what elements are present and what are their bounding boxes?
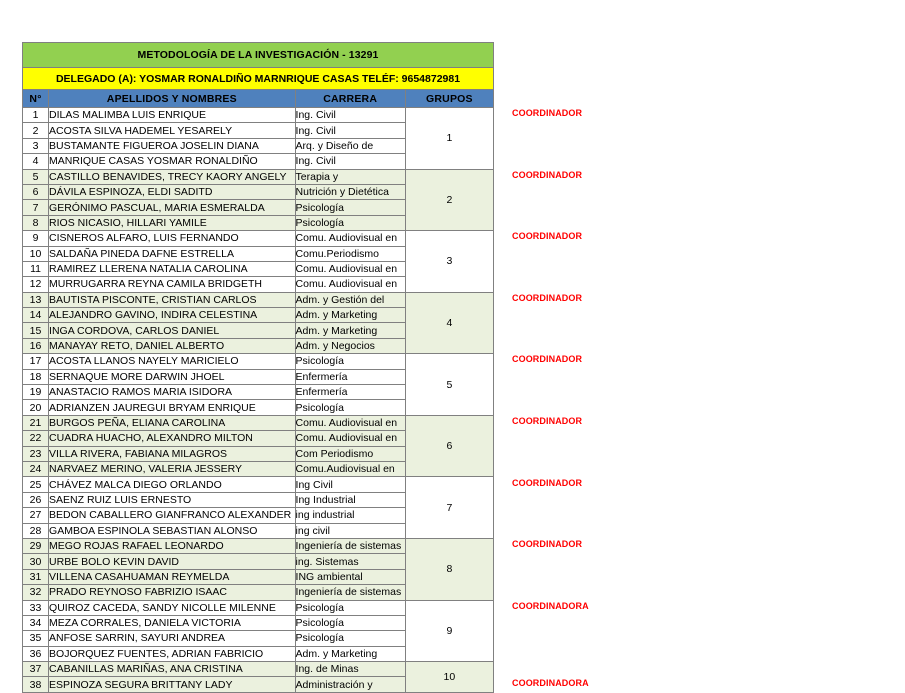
cell-number: 17 [23, 354, 49, 369]
roster-table-wrapper [22, 42, 622, 693]
cell-number: 38 [23, 677, 49, 692]
cell-career: Ingeniería de sistemas [295, 538, 405, 553]
cell-career: Psicología [295, 400, 405, 415]
cell-name: MEGO ROJAS RAFAEL LEONARDO [49, 538, 296, 553]
cell-name: URBE BOLO KEVIN DAVID [49, 554, 296, 569]
cell-number: 26 [23, 492, 49, 507]
cell-name: VILLENA CASAHUAMAN REYMELDA [49, 569, 296, 584]
cell-number: 34 [23, 615, 49, 630]
cell-career: Ing. Civil [295, 123, 405, 138]
cell-name: MANRIQUE CASAS YOSMAR RONALDIÑO [49, 154, 296, 169]
cell-career: Adm. y Marketing [295, 308, 405, 323]
column-header-groups: GRUPOS [405, 90, 493, 108]
cell-number: 36 [23, 646, 49, 661]
cell-group: 2 [405, 169, 493, 231]
cell-group: 4 [405, 292, 493, 354]
cell-number: 32 [23, 585, 49, 600]
cell-career: Psicología [295, 215, 405, 230]
cell-name: DILAS MALIMBA LUIS ENRIQUE [49, 108, 296, 123]
cell-career: Ing. Civil [295, 154, 405, 169]
roster-table [22, 42, 494, 693]
cell-name: CASTILLO BENAVIDES, TRECY KAORY ANGELY [49, 169, 296, 184]
cell-name: MEZA CORRALES, DANIELA VICTORIA [49, 615, 296, 630]
coordinator-note: COORDINADOR [512, 416, 583, 426]
cell-number: 5 [23, 169, 49, 184]
cell-name: DÁVILA ESPINOZA, ELDI SADITD [49, 184, 296, 199]
cell-number: 25 [23, 477, 49, 492]
cell-name: CHÁVEZ MALCA DIEGO ORLANDO [49, 477, 296, 492]
cell-name: MURRUGARRA REYNA CAMILA BRIDGETH [49, 277, 296, 292]
cell-career: Administración y [295, 677, 405, 692]
cell-number: 6 [23, 184, 49, 199]
cell-career: ing industrial [295, 508, 405, 523]
cell-career: Nutrición y Dietética [295, 184, 405, 199]
cell-number: 3 [23, 138, 49, 153]
cell-number: 15 [23, 323, 49, 338]
cell-career: Ing. Civil [295, 108, 405, 123]
cell-name: BURGOS PEÑA, ELIANA CAROLINA [49, 415, 296, 430]
delegate-row: DELEGADO (A): YOSMAR RONALDIÑO MARNRIQUE CASAS TELÉF: 9654872981 [23, 68, 494, 90]
cell-number: 24 [23, 461, 49, 476]
cell-number: 31 [23, 569, 49, 584]
cell-number: 19 [23, 385, 49, 400]
table-row [23, 108, 494, 123]
table-row [23, 292, 494, 307]
cell-number: 2 [23, 123, 49, 138]
cell-name: BUSTAMANTE FIGUEROA JOSELIN DIANA [49, 138, 296, 153]
coordinator-note: COORDINADOR [512, 539, 583, 550]
cell-career: Psicología [295, 354, 405, 369]
cell-number: 37 [23, 662, 49, 677]
cell-career: Ing Industrial [295, 492, 405, 507]
cell-number: 1 [23, 108, 49, 123]
cell-career: Adm. y Gestión del [295, 292, 405, 307]
cell-career: Terapia y [295, 169, 405, 184]
cell-number: 35 [23, 631, 49, 646]
cell-number: 20 [23, 400, 49, 415]
table-row [23, 354, 494, 369]
cell-name: RAMIREZ LLERENA NATALIA CAROLINA [49, 261, 296, 276]
cell-name: QUIROZ CACEDA, SANDY NICOLLE MILENNE [49, 600, 296, 615]
cell-career: Psicología [295, 200, 405, 215]
column-header-number: N° [23, 90, 49, 108]
cell-career: Comu.Periodismo [295, 246, 405, 261]
cell-career: Psicología [295, 631, 405, 646]
cell-name: CABANILLAS MARIÑAS, ANA CRISTINA [49, 662, 296, 677]
cell-name: GERÓNIMO PASCUAL, MARIA ESMERALDA [49, 200, 296, 215]
column-header-names: APELLIDOS Y NOMBRES [49, 90, 296, 108]
cell-name: BOJORQUEZ FUENTES, ADRIAN FABRICIO [49, 646, 296, 661]
document-title: METODOLOGÍA DE LA INVESTIGACIÓN - 13291 [23, 43, 494, 68]
cell-number: 29 [23, 538, 49, 553]
cell-career: Ing. de Minas [295, 662, 405, 677]
cell-name: SALDAÑA PINEDA DAFNE ESTRELLA [49, 246, 296, 261]
cell-career: Psicología [295, 615, 405, 630]
table-row [23, 538, 494, 553]
cell-career: Comu. Audiovisual en [295, 231, 405, 246]
cell-group: 8 [405, 538, 493, 600]
table-row [23, 600, 494, 615]
cell-name: MANAYAY RETO, DANIEL ALBERTO [49, 338, 296, 353]
cell-number: 23 [23, 446, 49, 461]
cell-number: 21 [23, 415, 49, 430]
cell-name: SAENZ RUIZ LUIS ERNESTO [49, 492, 296, 507]
cell-number: 9 [23, 231, 49, 246]
coordinator-note: COORDINADOR [512, 354, 583, 365]
cell-number: 22 [23, 431, 49, 446]
cell-number: 14 [23, 308, 49, 323]
cell-career: Enfermería [295, 385, 405, 400]
cell-name: BEDON CABALLERO GIANFRANCO ALEXANDER [49, 508, 296, 523]
cell-number: 11 [23, 261, 49, 276]
table-row [23, 415, 494, 430]
cell-career: Comu. Audiovisual en [295, 431, 405, 446]
cell-career: ING ambiental [295, 569, 405, 584]
cell-career: Comu.Audiovisual en [295, 461, 405, 476]
table-row [23, 662, 494, 677]
cell-name: NARVAEZ MERINO, VALERIA JESSERY [49, 461, 296, 476]
coordinator-note: COORDINADOR [512, 477, 583, 488]
cell-career: Ingeniería de sistemas [295, 585, 405, 600]
cell-number: 10 [23, 246, 49, 261]
cell-number: 13 [23, 292, 49, 307]
column-header-career: CARRERA [295, 90, 405, 108]
cell-name: CUADRA HUACHO, ALEXANDRO MILTON [49, 431, 296, 446]
cell-name: ESPINOZA SEGURA BRITTANY LADY [49, 677, 296, 692]
coordinator-note: COORDINADOR [512, 108, 583, 118]
cell-name: BAUTISTA PISCONTE, CRISTIAN CARLOS [49, 292, 296, 307]
cell-group: 5 [405, 354, 493, 416]
cell-name: ACOSTA SILVA HADEMEL YESARELY [49, 123, 296, 138]
cell-number: 8 [23, 215, 49, 230]
cell-name: SERNAQUE MORE DARWIN JHOEL [49, 369, 296, 384]
cell-group: 6 [405, 415, 493, 477]
cell-number: 27 [23, 508, 49, 523]
cell-career: ing civil [295, 523, 405, 538]
table-row [23, 477, 494, 492]
cell-career: Comu. Audiovisual en [295, 277, 405, 292]
cell-number: 30 [23, 554, 49, 569]
cell-number: 28 [23, 523, 49, 538]
cell-career: Adm. y Marketing [295, 323, 405, 338]
cell-number: 18 [23, 369, 49, 384]
cell-name: GAMBOA ESPINOLA SEBASTIAN ALONSO [49, 523, 296, 538]
coordinator-note: COORDINADORA [512, 677, 589, 688]
cell-name: INGA CORDOVA, CARLOS DANIEL [49, 323, 296, 338]
coordinator-note: COORDINADORA [512, 600, 589, 611]
cell-career: Adm. y Marketing [295, 646, 405, 661]
table-row [23, 231, 494, 246]
cell-career: Adm. y Negocios [295, 338, 405, 353]
coordinator-note: COORDINADOR [512, 169, 583, 180]
cell-career: Ing Civil [295, 477, 405, 492]
cell-name: ALEJANDRO GAVINO, INDIRA CELESTINA [49, 308, 296, 323]
cell-career: ing. Sistemas [295, 554, 405, 569]
cell-career: Psicología [295, 600, 405, 615]
cell-number: 16 [23, 338, 49, 353]
cell-career: Comu. Audiovisual en [295, 415, 405, 430]
cell-number: 7 [23, 200, 49, 215]
coordinator-note: COORDINADOR [512, 231, 583, 242]
cell-number: 33 [23, 600, 49, 615]
table-row [23, 169, 494, 184]
cell-name: VILLA RIVERA, FABIANA MILAGROS [49, 446, 296, 461]
cell-career: Arq. y Diseño de [295, 138, 405, 153]
cell-name: ANASTACIO RAMOS MARIA ISIDORA [49, 385, 296, 400]
cell-name: CISNEROS ALFARO, LUIS FERNANDO [49, 231, 296, 246]
cell-group: 1 [405, 108, 493, 170]
cell-name: ANFOSE SARRIN, SAYURI ANDREA [49, 631, 296, 646]
cell-group: 3 [405, 231, 493, 293]
cell-group: 9 [405, 600, 493, 662]
cell-career: Comu. Audiovisual en [295, 261, 405, 276]
cell-career: Com Periodismo [295, 446, 405, 461]
cell-number: 12 [23, 277, 49, 292]
cell-name: PRADO REYNOSO FABRIZIO ISAAC [49, 585, 296, 600]
cell-name: ACOSTA LLANOS NAYELY MARICIELO [49, 354, 296, 369]
cell-name: ADRIANZEN JAUREGUI BRYAM ENRIQUE [49, 400, 296, 415]
cell-name: RIOS NICASIO, HILLARI YAMILE [49, 215, 296, 230]
coordinator-note: COORDINADOR [512, 292, 583, 303]
cell-group: 10 [405, 662, 493, 693]
cell-number: 4 [23, 154, 49, 169]
cell-career: Enfermería [295, 369, 405, 384]
cell-group: 7 [405, 477, 493, 539]
